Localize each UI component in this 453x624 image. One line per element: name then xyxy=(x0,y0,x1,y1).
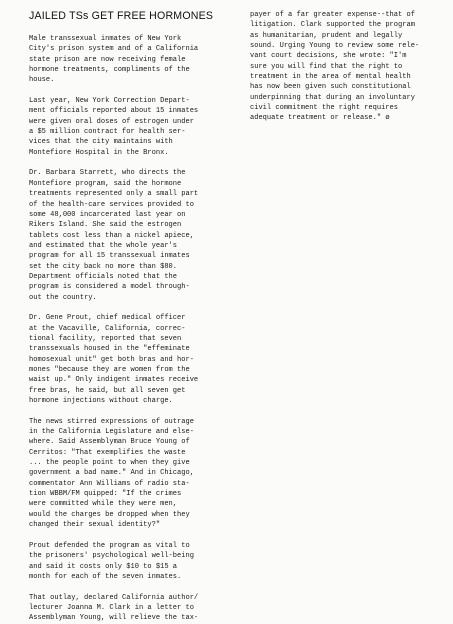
text-line: underpinning that during an involuntary xyxy=(250,93,415,102)
paragraph xyxy=(250,10,445,124)
text-line: out the country. xyxy=(29,293,97,302)
text-line: Prout defended the program as vital to xyxy=(29,541,190,550)
text-line: as humanitarian, prudent and legally xyxy=(250,31,403,40)
text-line: of the health-care services provided to xyxy=(29,200,194,209)
text-line: Montefiore Hospital in the Bronx. xyxy=(29,148,169,157)
text-line: civil commitment the right requires xyxy=(250,104,399,113)
text-line: treatment in the area of mental health xyxy=(250,73,411,82)
paragraph xyxy=(29,541,259,582)
text-line: Montefiore program, said the hormone xyxy=(29,179,182,188)
text-line: transsexuals housed in the "effeminate xyxy=(29,345,190,354)
text-line: Dr. Gene Prout, chief medical officer xyxy=(29,314,186,323)
article-title: JAILED TSs GET FREE HORMONES xyxy=(29,10,214,22)
left-column xyxy=(29,34,259,624)
text-line: where. Said Assemblyman Bruce Young of xyxy=(29,438,190,447)
text-line: Department officials noted that the xyxy=(29,272,178,281)
text-line: lecturer Joanna M. Clark in a letter to xyxy=(29,603,194,612)
text-line: Assemblyman Young, will relieve the tax- xyxy=(29,614,199,623)
paragraph-gap xyxy=(29,303,259,313)
text-line: Cerritos: "That exemplifies the waste xyxy=(29,448,186,457)
text-line: Dr. Barbara Starrett, who directs the xyxy=(29,169,186,178)
text-line: at the Vacaville, California, correc- xyxy=(29,324,186,333)
paragraph-gap xyxy=(29,406,259,416)
text-line: free bras, he said, but all seven get xyxy=(29,386,186,395)
paragraph xyxy=(29,34,259,86)
text-line: set the city back no more than $80. xyxy=(29,262,178,271)
text-line: a $5 million contract for health ser- xyxy=(29,128,186,137)
text-line: hormone injections without charge. xyxy=(29,397,173,406)
paragraph xyxy=(29,96,259,158)
text-line: adequate treatment or release." ø xyxy=(250,114,390,123)
text-line: program is considered a model through- xyxy=(29,283,190,292)
text-line: homosexual unit" get both bras and hor- xyxy=(29,355,194,364)
text-line: City's prison system and of a California xyxy=(29,45,199,54)
text-line: the prisoners' psychological well-being xyxy=(29,552,194,561)
text-line: ment officials reported about 15 inmates xyxy=(29,107,199,116)
text-line: payer of a far greater expense--that of xyxy=(250,11,415,19)
text-line: mones "because they are women from the xyxy=(29,366,190,374)
text-line: That outlay, declared California author/ xyxy=(29,593,199,602)
text-line: hormone treatments, compliments of the xyxy=(29,66,190,75)
paragraph-gap xyxy=(29,158,259,168)
text-line: tablets cost less than a nickel apiece, xyxy=(29,231,194,240)
text-line: tional facility, reported that seven xyxy=(29,334,182,343)
text-line: The news stirred expressions of outrage xyxy=(29,417,194,426)
paragraph-gap xyxy=(29,531,259,541)
paragraph xyxy=(29,593,259,624)
text-line: litigation. Clark supported the program xyxy=(250,21,415,30)
text-line: and said it costs only $10 to $15 a xyxy=(29,562,178,571)
text-line: sure you will find that the right to xyxy=(250,62,403,71)
text-line: were given oral doses of estrogen under xyxy=(29,117,194,126)
right-column xyxy=(250,10,445,124)
text-line: were committed while they were men, xyxy=(29,500,178,509)
text-line: and estimated that the whole year's xyxy=(29,241,178,250)
text-line: commentator Ann Williams of radio sta- xyxy=(29,479,190,488)
text-line: Rikers Island. She said the estrogen xyxy=(29,221,182,230)
text-line: month for each of the seven inmates. xyxy=(29,572,182,581)
text-line: vant court decisions, she wrote: "I'm xyxy=(250,52,407,61)
text-line: has now been given such constitutional xyxy=(250,83,411,92)
text-line: government a bad name." And in Chicago, xyxy=(29,469,194,478)
paragraph xyxy=(29,168,259,302)
text-line: program for all 15 transsexual inmates xyxy=(29,252,190,261)
paragraph-gap xyxy=(29,86,259,96)
text-line: house. xyxy=(29,76,55,85)
text-line: in the California Legislature and else- xyxy=(29,428,194,437)
text-line: sound. Urging Young to review some rele- xyxy=(250,42,420,51)
text-line: changed their sexual identity?" xyxy=(29,521,161,530)
text-line: Last year, New York Correction Depart- xyxy=(29,97,190,106)
text-line: would the charges be dropped when they xyxy=(29,510,190,519)
text-line: Male transsexual inmates of New York xyxy=(29,35,182,43)
paragraph xyxy=(29,313,259,406)
paragraph-gap xyxy=(29,582,259,592)
text-line: state prison are now receiving female xyxy=(29,55,186,64)
text-line: vices that the city maintains with xyxy=(29,138,173,147)
paragraph xyxy=(29,417,259,531)
text-line: waist up." Only indigent inmates receive xyxy=(29,376,199,385)
text-line: some 48,000 incarcerated last year on xyxy=(29,210,186,219)
text-line: tion WBBM/FM quipped: "If the crimes xyxy=(29,490,182,499)
text-line: treatments represented only a small part xyxy=(29,190,199,199)
text-line: ... the people point to when they give xyxy=(29,459,190,468)
